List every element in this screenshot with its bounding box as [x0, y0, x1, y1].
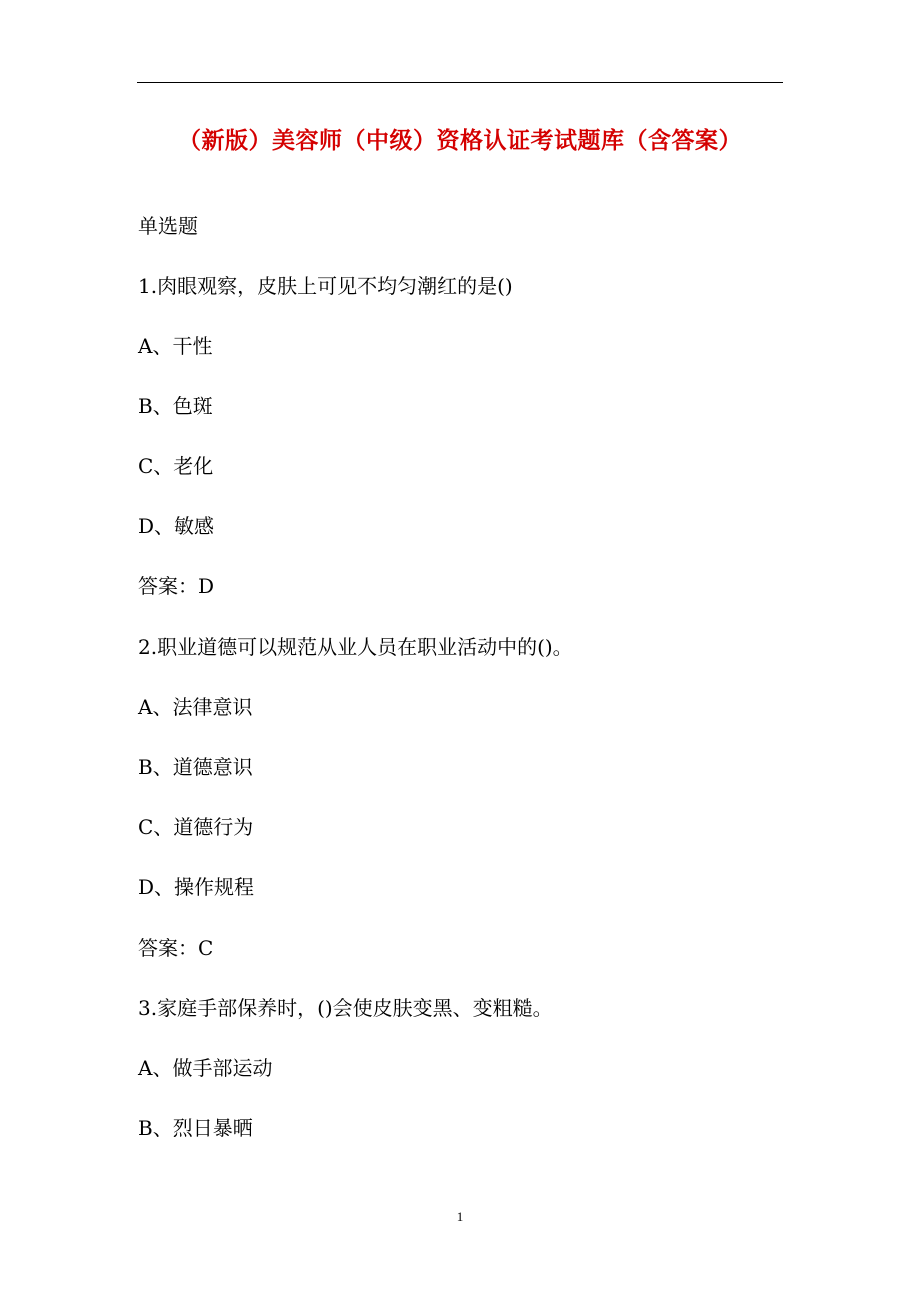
question-stem: 3.家庭手部保养时，()会使皮肤变黑、变粗糙。	[138, 996, 553, 1020]
answer-line: 答案：C	[138, 936, 214, 960]
option-d: D、操作规程	[138, 875, 255, 899]
option-b: B、色斑	[138, 394, 213, 418]
question-stem: 2.职业道德可以规范从业人员在职业活动中的()。	[138, 635, 573, 659]
option-a: A、干性	[138, 334, 213, 358]
header-rule	[137, 82, 783, 83]
answer-line: 答案：D	[138, 574, 215, 598]
section-heading: 单选题	[138, 214, 198, 238]
option-c: C、老化	[138, 454, 214, 478]
document-title: （新版）美容师（中级）资格认证考试题库（含答案）	[178, 128, 742, 154]
option-a: A、做手部运动	[138, 1056, 273, 1080]
option-b: B、道德意识	[138, 755, 253, 779]
option-c: C、道德行为	[138, 815, 254, 839]
question-stem: 1.肉眼观察，皮肤上可见不均匀潮红的是()	[138, 274, 513, 298]
page-number: 1	[456, 1209, 464, 1224]
option-d: D、敏感	[138, 514, 215, 538]
option-a: A、法律意识	[138, 695, 253, 719]
option-b: B、烈日暴晒	[138, 1116, 253, 1140]
